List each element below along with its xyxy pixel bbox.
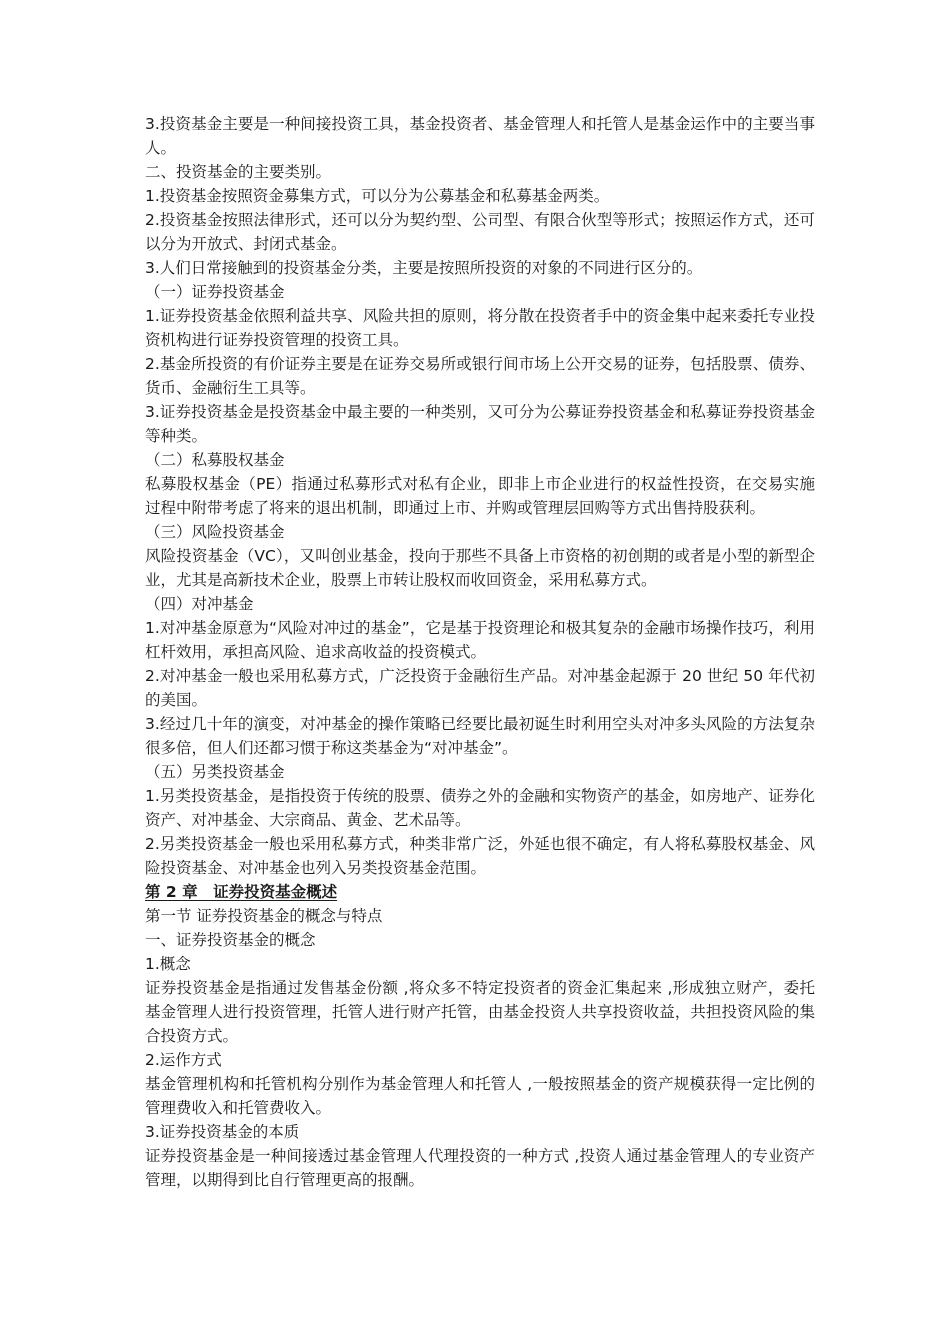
paragraph: 3.投资基金主要是一种间接投资工具，基金投资者、基金管理人和托管人是基金运作中的主要当事人。 — [145, 115, 815, 157]
paragraph: 2.另类投资基金一般也采用私募方式，种类非常广泛，外延也很不确定，有人将私募股权基金、风险投资基金、对冲基金也列入另类投资基金范围。 — [145, 835, 815, 877]
paragraph: 2.投资基金按照法律形式，还可以分为契约型、公司型、有限合伙型等形式；按照运作方式，还可以分为开放式、封闭式基金。 — [145, 211, 815, 253]
section-heading: 一、证券投资基金的概念 — [145, 931, 316, 949]
paragraph: 证券投资基金是指通过发售基金份额 ,将众多不特定投资者的资金汇集起来 ,形成独立财产，委托基金管理人进行投资管理，托管人进行财产托管，由基金投资人共享投资收益，共担投资风险的集合投资方式。 — [145, 979, 815, 1045]
paragraph: 1.另类投资基金，是指投资于传统的股票、债券之外的金融和实物资产的基金，如房地产、证券化资产、对冲基金、大宗商品、黄金、艺术品等。 — [145, 787, 815, 829]
paragraph: 私募股权基金（PE）指通过私募形式对私有企业，即非上市企业进行的权益性投资，在交易实施过程中附带考虑了将来的退出机制，即通过上市、并购或管理层回购等方式出售持股获利。 — [145, 475, 815, 517]
paragraph: 3.经过几十年的演变，对冲基金的操作策略已经要比最初诞生时利用空头对冲多头风险的方法复杂很多倍，但人们还都习惯于称这类基金为“对冲基金”。 — [145, 715, 815, 757]
subsection-heading: 2.运作方式 — [145, 1051, 222, 1069]
paragraph: 1.对冲基金原意为“风险对冲过的基金”，它是基于投资理论和极其复杂的金融市场操作技巧，利用杠杆效用，承担高风险、追求高收益的投资模式。 — [145, 619, 815, 661]
paragraph: 基金管理机构和托管机构分别作为基金管理人和托管人 ,一般按照基金的资产规模获得一定比例的管理费收入和托管费收入。 — [145, 1075, 815, 1117]
section-heading: 第一节 证券投资基金的概念与特点 — [145, 907, 383, 925]
paragraph: 2.基金所投资的有价证券主要是在证券交易所或银行间市场上公开交易的证券，包括股票、债券、货币、金融衍生工具等。 — [145, 355, 815, 397]
subsection-heading: （二）私募股权基金 — [145, 451, 285, 469]
paragraph: 3.人们日常接触到的投资基金分类，主要是按照所投资的对象的不同进行区分的。 — [145, 259, 703, 277]
paragraph: 证券投资基金是一种间接透过基金管理人代理投资的一种方式 ,投资人通过基金管理人的专业资产管理，以期得到比自行管理更高的报酬。 — [145, 1147, 815, 1189]
paragraph: 2.对冲基金一般也采用私募方式，广泛投资于金融衍生产品。对冲基金起源于 20 世纪 50 年代初的美国。 — [145, 667, 815, 709]
paragraph: 风险投资基金（VC），又叫创业基金，投向于那些不具备上市资格的初创期的或者是小型的新型企业，尤其是高新技术企业，股票上市转让股权而收回资金，采用私募方式。 — [145, 547, 815, 589]
paragraph: 1.证券投资基金依照利益共享、风险共担的原则，将分散在投资者手中的资金集中起来委托专业投资机构进行证券投资管理的投资工具。 — [145, 307, 815, 349]
subsection-heading: 3.证券投资基金的本质 — [145, 1123, 300, 1141]
paragraph: 3.证券投资基金是投资基金中最主要的一种类别，又可分为公募证券投资基金和私募证券投资基金等种类。 — [145, 403, 815, 445]
subsection-heading: （四）对冲基金 — [145, 595, 254, 613]
paragraph: 1.投资基金按照资金募集方式，可以分为公募基金和私募基金两类。 — [145, 187, 610, 205]
chapter-title: 第 2 章 证券投资基金概述 — [145, 883, 338, 901]
subsection-heading: （一）证券投资基金 — [145, 283, 285, 301]
section-heading: 二、投资基金的主要类别。 — [145, 163, 332, 181]
subsection-heading: （三）风险投资基金 — [145, 523, 285, 541]
document-body — [145, 112, 815, 1192]
subsection-heading: 1.概念 — [145, 955, 191, 973]
subsection-heading: （五）另类投资基金 — [145, 763, 285, 781]
